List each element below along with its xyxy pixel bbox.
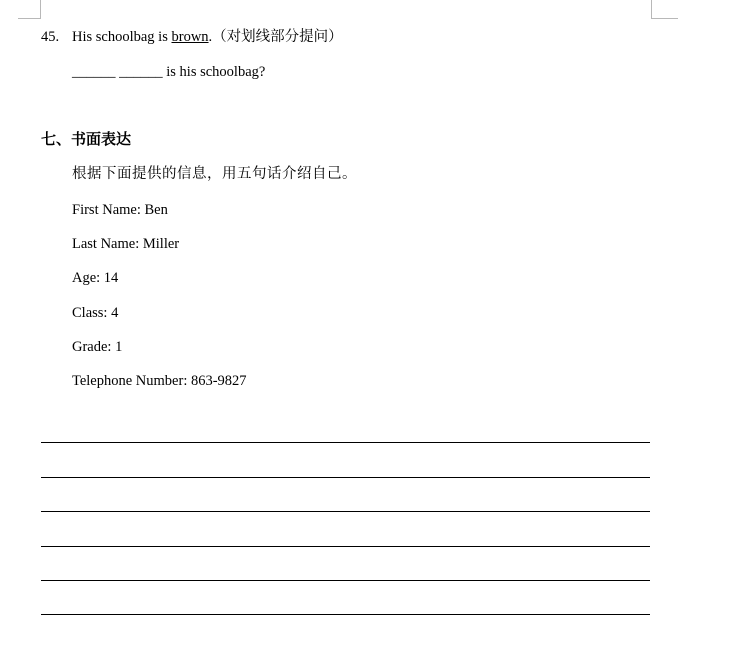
info-age: Age: 14 <box>72 270 119 286</box>
writing-line[interactable] <box>41 478 650 512</box>
section-title: 七、书面表达 <box>41 132 132 148</box>
writing-line[interactable] <box>41 409 650 443</box>
info-last-name: Last Name: Miller <box>72 236 180 252</box>
writing-instruction: 根据下面提供的信息，用五句话介绍自己。 <box>72 166 357 182</box>
writing-line[interactable] <box>41 512 650 546</box>
underlined-word: brown <box>171 29 209 45</box>
question-text-after: .（对划线部分提问） <box>208 29 343 45</box>
question-text-before: His schoolbag is <box>72 29 172 45</box>
writing-area <box>41 409 650 615</box>
info-telephone: Telephone Number: 863-9827 <box>72 373 247 389</box>
question-number: 45. <box>41 29 60 45</box>
info-grade: Grade: 1 <box>72 339 123 355</box>
info-first-name: First Name: Ben <box>72 202 168 218</box>
question-45 <box>41 28 343 46</box>
info-class: Class: 4 <box>72 305 119 321</box>
answer-line-45: ______ ______ is his schoolbag? <box>72 64 266 80</box>
writing-line[interactable] <box>41 547 650 581</box>
page-corner-mark-left <box>18 0 41 19</box>
writing-line[interactable] <box>41 443 650 477</box>
writing-line[interactable] <box>41 581 650 615</box>
page-corner-mark-right <box>651 0 678 19</box>
